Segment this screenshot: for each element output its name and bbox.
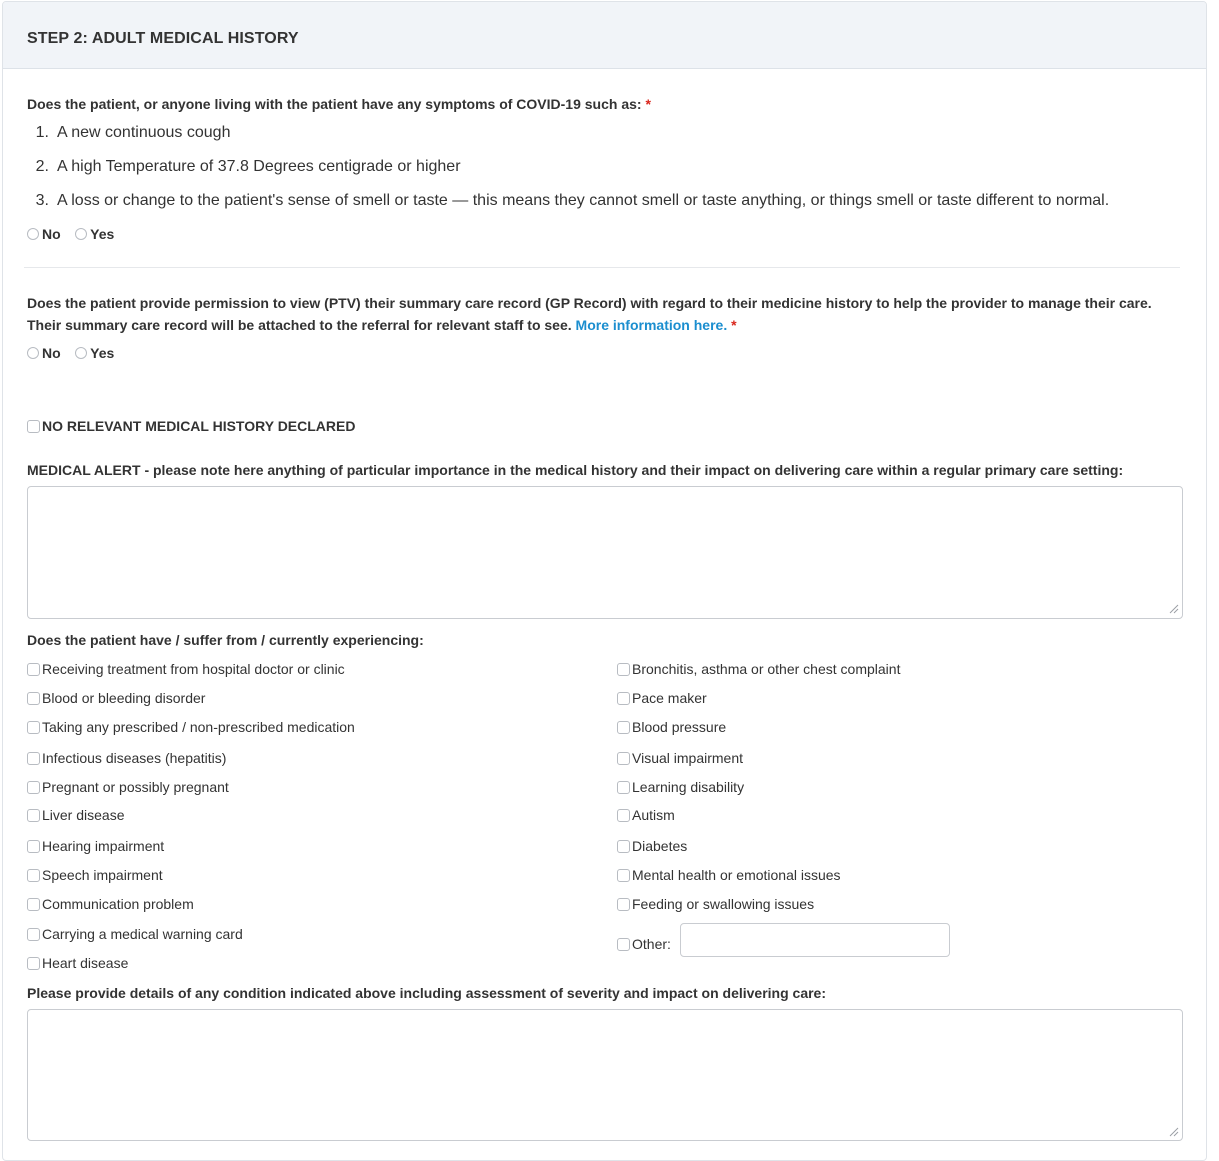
medical-alert-textarea[interactable] [27,486,1183,619]
covid-yes-label[interactable]: Yes [90,226,115,242]
condition-checkbox[interactable] [617,663,630,676]
condition-checkbox[interactable] [27,840,40,853]
symptom-item-2 [27,158,461,176]
condition-checkbox[interactable] [27,957,40,970]
details-textarea[interactable] [27,1009,1183,1141]
covid-radio-group [27,224,114,244]
condition-label[interactable]: Blood or bleeding disorder [42,690,206,706]
resize-grip-icon[interactable] [1169,1127,1179,1137]
condition-checkbox[interactable] [617,692,630,705]
ptv-yes-radio[interactable] [75,347,87,359]
conditions-heading: Does the patient have / suffer from / currently experiencing: [27,632,424,648]
condition-checkbox[interactable] [617,752,630,765]
condition-item [617,894,814,914]
condition-item [27,894,194,914]
condition-checkbox[interactable] [27,928,40,941]
condition-label[interactable]: Diabetes [632,838,688,854]
condition-label[interactable]: Speech impairment [42,867,163,883]
condition-item [27,953,128,973]
required-mark: * [731,317,737,333]
medical-alert-label: MEDICAL ALERT - please note here anything of particular importance in the medical history and their impact on delivering care within a regular primary care setting: [27,462,1124,478]
condition-checkbox[interactable] [27,898,40,911]
ptv-question-line2-row [27,314,1197,336]
condition-label[interactable]: Liver disease [42,807,125,823]
symptom-number: 1. [35,124,49,141]
condition-label[interactable]: Autism [632,807,675,823]
condition-checkbox[interactable] [27,752,40,765]
symptom-item-3 [27,192,1109,210]
required-mark: * [645,96,651,112]
covid-question-text: Does the patient, or anyone living with the patient have any symptoms of COVID-19 such as: [27,96,642,112]
condition-item [617,688,707,708]
condition-item [617,717,726,737]
condition-item [617,865,841,885]
condition-label[interactable]: Carrying a medical warning card [42,926,243,942]
condition-label[interactable]: Feeding or swallowing issues [632,896,815,912]
details-label: Please provide details of any condition indicated above including assessment of severity and impact on delivering care: [27,985,827,1001]
condition-checkbox[interactable] [27,692,40,705]
ptv-no-radio[interactable] [27,347,39,359]
condition-checkbox[interactable] [27,721,40,734]
ptv-question [27,292,1197,336]
condition-item [617,777,744,797]
condition-item [27,924,243,944]
condition-item [617,836,687,856]
symptom-item-1 [27,124,230,142]
symptom-number: 3. [35,192,49,209]
condition-item [617,805,675,825]
condition-label[interactable]: Infectious diseases (hepatitis) [42,750,227,766]
condition-item [617,659,900,679]
condition-label[interactable]: Taking any prescribed / non-prescribed medication [42,719,355,735]
condition-checkbox[interactable] [617,840,630,853]
condition-label[interactable]: Learning disability [632,779,745,795]
condition-label[interactable]: Blood pressure [632,719,727,735]
other-condition-input[interactable] [680,923,950,957]
no-history-label[interactable]: NO RELEVANT MEDICAL HISTORY DECLARED [42,418,356,434]
covid-yes-radio[interactable] [75,228,87,240]
condition-label[interactable]: Mental health or emotional issues [632,867,841,883]
condition-checkbox[interactable] [27,781,40,794]
symptom-text: A new continuous cough [57,124,231,141]
condition-item [27,777,229,797]
condition-label[interactable]: Receiving treatment from hospital doctor or clinic [42,661,345,677]
condition-item [27,717,355,737]
condition-label[interactable]: Pace maker [632,690,707,706]
condition-item [617,748,743,768]
condition-item [27,805,125,825]
panel-header [3,2,1206,69]
covid-question [27,93,651,115]
symptom-text: A high Temperature of 37.8 Degrees centigrade or higher [57,158,461,175]
no-history-checkbox[interactable] [27,420,40,433]
condition-checkbox[interactable] [617,898,630,911]
covid-no-radio[interactable] [27,228,39,240]
other-label[interactable]: Other: [632,936,671,952]
condition-item [27,659,345,679]
ptv-question-line1: Does the patient provide permission to view (PTV) their summary care record (GP Record) with regard to their medicine history to help the provider to manage their care. [27,295,1152,311]
condition-item [27,865,163,885]
no-history-row [27,416,355,436]
condition-label[interactable]: Hearing impairment [42,838,165,854]
condition-checkbox[interactable] [27,809,40,822]
ptv-radio-group [27,343,114,363]
ptv-question-line2: Their summary care record will be attached to the referral for relevant staff to see. [27,317,572,333]
condition-item [27,836,164,856]
more-information-link[interactable]: More information here. [575,317,728,333]
condition-label[interactable]: Bronchitis, asthma or other chest complaint [632,661,901,677]
condition-label[interactable]: Heart disease [42,955,129,971]
condition-checkbox[interactable] [617,781,630,794]
condition-checkbox[interactable] [617,809,630,822]
condition-item [27,748,226,768]
ptv-yes-label[interactable]: Yes [90,345,115,361]
other-checkbox[interactable] [617,938,630,951]
condition-item [27,688,205,708]
condition-checkbox[interactable] [617,721,630,734]
covid-no-label[interactable]: No [42,226,61,242]
section-divider [24,267,1180,268]
condition-checkbox[interactable] [27,663,40,676]
resize-grip-icon[interactable] [1169,604,1179,614]
condition-label[interactable]: Communication problem [42,896,194,912]
panel-title: STEP 2: ADULT MEDICAL HISTORY [27,30,299,47]
condition-checkbox[interactable] [27,869,40,882]
condition-label[interactable]: Visual impairment [632,750,744,766]
condition-label[interactable]: Pregnant or possibly pregnant [42,779,229,795]
ptv-no-label[interactable]: No [42,345,61,361]
condition-other-row [617,934,671,954]
symptom-text: A loss or change to the patient's sense of smell or taste — this means they cannot smell or taste anything, or things smell or taste different to normal. [57,192,1110,209]
condition-checkbox[interactable] [617,869,630,882]
symptom-number: 2. [35,158,49,175]
